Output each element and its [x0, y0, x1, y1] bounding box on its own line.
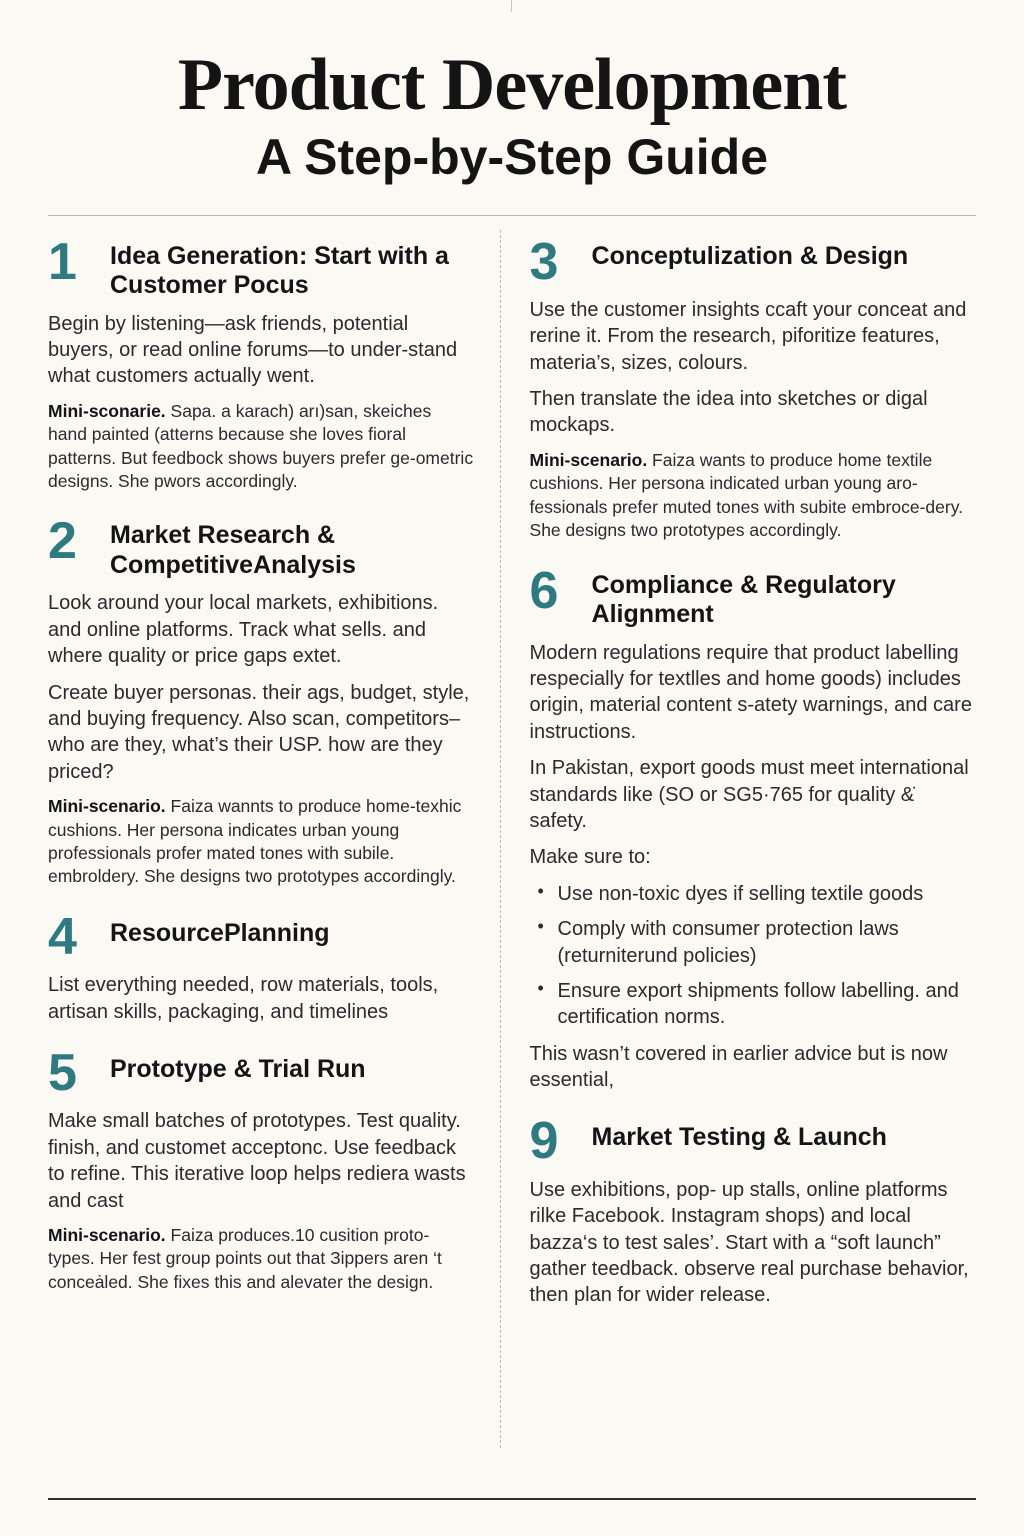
- step-number-6: 6: [529, 561, 559, 620]
- step-heading-6: [529, 561, 976, 630]
- step-2-paragraph-2: Create buyer personas. their ags, budget, style, and buying frequency. Also scan, competitors– who are they, what’s their USP. how are they priced?: [48, 681, 470, 783]
- step-title-1: Idea Generation: Start with a Customer Pocus: [110, 241, 449, 299]
- step-number-1: 1: [48, 232, 77, 291]
- step-9-paragraph-1: Use exhibitions, pop- up stalls, online platforms rilke Facebook. Instagram shops) and local bazza‘s to test sales’. Start with a “soft launch” gather teedback. observe real purchase behavior, then plan for wider release.: [529, 1178, 969, 1307]
- list-item: • Use non-toxic dyes if selling textile goods: [554, 881, 976, 907]
- step-2-mini-label: Mini-scenario.: [48, 796, 166, 817]
- step-3-mini-scenario: [530, 449, 976, 543]
- step-title-4: ResourcePlanning: [110, 918, 330, 947]
- footer-divider: [48, 1498, 976, 1500]
- step-number-4: 4: [48, 907, 77, 966]
- step-3-mini-label: Mini-scenario.: [529, 449, 648, 470]
- step-heading-2: [48, 512, 474, 580]
- step-title-9: Market Testing & Launch: [591, 1123, 887, 1152]
- step-5-paragraph-1: Make small batches of prototypes. Test quality. finish, and customet acceptonc. Use feedback to refine. This iterative loop helps rediera wasts and cast: [48, 1110, 466, 1212]
- step-5-mini-label: Mini-scenario.: [48, 1225, 166, 1246]
- content-columns: [48, 230, 976, 1448]
- right-column: [502, 230, 976, 1448]
- step-2-paragraph-1: Look around your local markets, exhibitions. and online platforms. Track what sells. and where quality or price gaps extet.: [48, 592, 439, 668]
- step-title-6: Compliance & Regulatory Alignment: [591, 570, 896, 629]
- title-block: [48, 40, 976, 189]
- step-title-3: Conceptulization & Design: [591, 241, 909, 270]
- step-2-mini-scenario: [48, 795, 474, 889]
- step-4-paragraph-1: List everything needed, row materials, tools, artisan skills, packaging, and timelines: [48, 974, 439, 1023]
- step-5-mini-scenario: [48, 1224, 474, 1294]
- list-item: • Comply with consumer protection laws (returniterund policies): [554, 916, 976, 969]
- step-6-closing: This wasn’t covered in earlier advice but is now essential,: [529, 1042, 948, 1092]
- step-number-5: 5: [48, 1044, 77, 1103]
- step-3-mini-text: Faiza wants to produce home textile cushions. Her persona indicated urban young aro-fessionals prefer muted tones with subite embroce-dery. She designs two prototypes accordingly.: [529, 449, 964, 541]
- step-number-9: 9: [529, 1112, 559, 1171]
- header-divider: [48, 215, 976, 216]
- step-title-2: Market Research & CompetitiveAnalysis: [110, 521, 356, 579]
- step-6-paragraph-1: Modern regulations require that product labelling respecially for textlles and home goods) includes origin, material content s-atety warnings, and care instructions.: [529, 641, 972, 743]
- step-6-paragraph-3: Make sure to:: [529, 846, 651, 869]
- step-6-paragraph-2: In Pakistan, export goods must meet international standards like (SO or SG5·765 for quality &̇ safety.: [529, 757, 969, 832]
- step-heading-3: [529, 232, 976, 291]
- step-1-mini-scenario: [48, 400, 474, 494]
- step-number-2: 2: [48, 512, 77, 571]
- page-subtitle: A Step-by-Step Guide: [255, 129, 769, 185]
- step-heading-9: [529, 1112, 976, 1171]
- left-column: [48, 230, 500, 1448]
- step-6-bullet-list: [530, 881, 976, 1031]
- step-3-paragraph-1: Use the customer insights ccaft your conceat and rerine it. From the research, piforitize features, materia’s, sizes, colours.: [529, 298, 967, 374]
- step-heading-4: [48, 907, 474, 966]
- step-3-paragraph-2: Then translate the idea into sketches or digal mockaps.: [529, 388, 928, 437]
- step-5-mini-text: Faiza produces.10 cusition proto-types. Her fest group points out that Зippers aren ‘t conceȧled. She fixes this and alevater the design.: [48, 1225, 442, 1292]
- step-1-mini-label: Mini-sconarie.: [48, 400, 166, 421]
- list-item: • Ensure export shipments follow labelling. and certification norms.: [554, 978, 976, 1031]
- page-title: Product Development: [177, 44, 847, 126]
- step-title-5: Prototype & Trial Run: [110, 1055, 366, 1084]
- step-heading-5: [48, 1044, 474, 1103]
- top-tick-mark: [511, 0, 512, 12]
- step-heading-1: [48, 232, 474, 301]
- step-2-mini-text: Faiza wannts to produce home-texhic cushions. Her persona indicates urban young professionals profer mated tones with subile. embroldery. She designs two prototypes accordingly.: [48, 796, 462, 887]
- step-number-3: 3: [529, 232, 559, 291]
- step-1-paragraph-1: Begin by listening—ask friends, potential buyers, or read online forums—to under-stand what customers actually went.: [48, 312, 458, 388]
- step-1-mini-text: Sapa. a karach) arı)san, skeiches hand painted (atterns because she loves fioral patterns. But feedbock shows buyers prefer ge-ometric designs. She pwors accordingly.: [48, 400, 474, 491]
